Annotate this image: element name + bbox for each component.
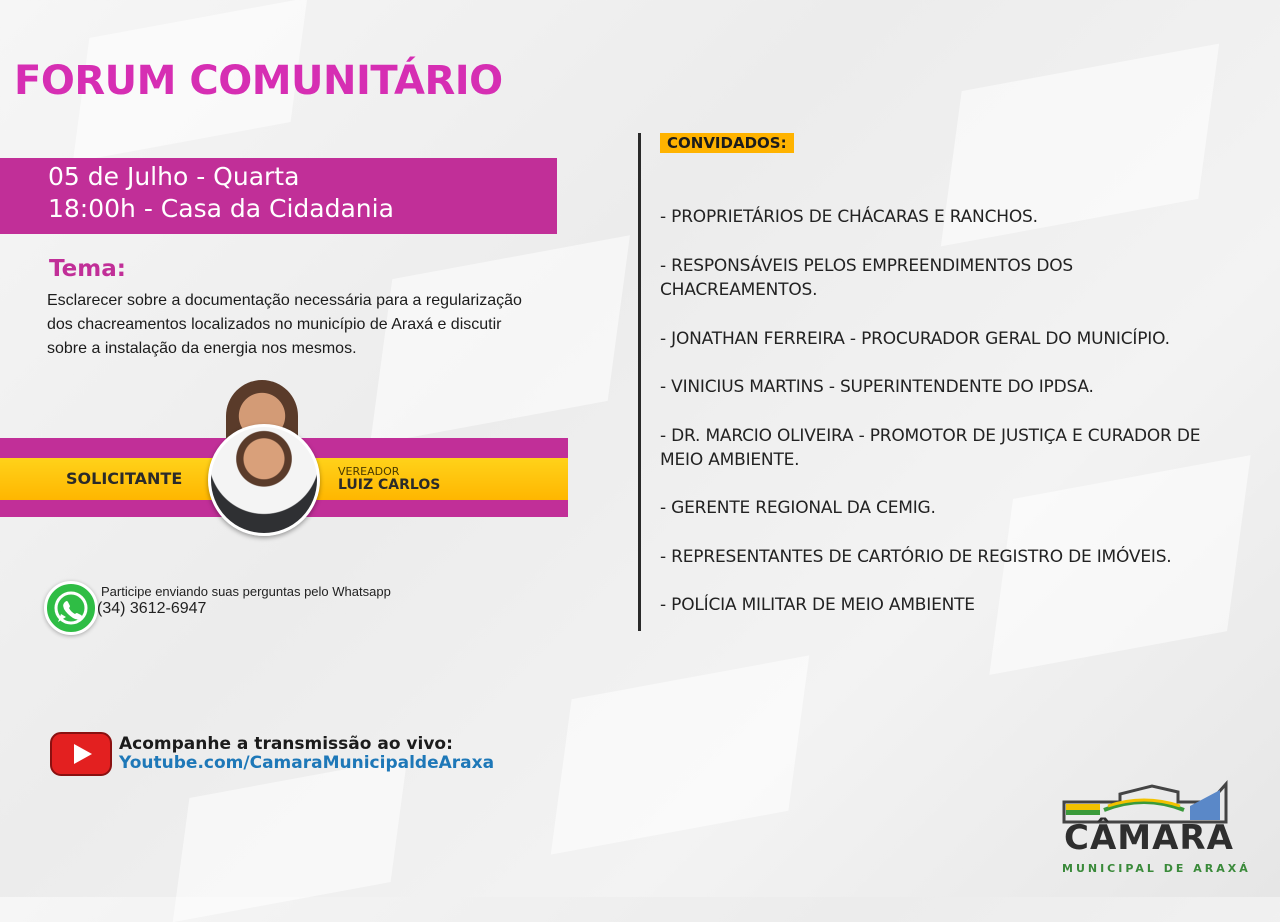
guest-item: - DR. MARCIO OLIVEIRA - PROMOTOR DE JUSTIÇA E CURADOR DE MEIO AMBIENTE. <box>660 426 1201 470</box>
event-time-location: 18:00h - Casa da Cidadania <box>48 194 394 223</box>
logo-name: CÂMARA <box>1064 818 1234 858</box>
tema-line: dos chacreamentos localizados no município de Araxá e discutir <box>47 316 502 333</box>
councilor-role: VEREADOR <box>338 465 400 478</box>
background-shape <box>551 655 810 854</box>
event-date: 05 de Julho - Quarta <box>48 162 300 191</box>
councilor-name: LUIZ CARLOS <box>338 477 441 493</box>
councilor-photo <box>208 424 320 536</box>
convidados-label: CONVIDADOS: <box>660 133 794 153</box>
guest-item: - RESPONSÁVEIS PELOS EMPREENDIMENTOS DOS CHACREAMENTOS. <box>660 256 1074 300</box>
youtube-label: Acompanhe a transmissão ao vivo: <box>119 734 453 754</box>
guest-item: - GERENTE REGIONAL DA CEMIG. <box>660 498 936 518</box>
solicitante-label: SOLICITANTE <box>66 469 183 488</box>
guest-item: - VINICIUS MARTINS - SUPERINTENDENTE DO IPDSA. <box>660 377 1094 397</box>
event-date-band <box>0 158 557 234</box>
guest-item: - POLÍCIA MILITAR DE MEIO AMBIENTE <box>660 595 975 615</box>
youtube-link[interactable]: Youtube.com/CamaraMunicipaldeAraxa <box>119 753 495 773</box>
tema-description <box>47 289 552 361</box>
whatsapp-phone[interactable]: (34) 3612-6947 <box>97 600 207 617</box>
whatsapp-text: Participe enviando suas perguntas pelo Whatsapp <box>101 584 391 599</box>
tema-line: sobre a instalação da energia nos mesmos. <box>47 340 357 357</box>
guest-item: - PROPRIETÁRIOS DE CHÁCARAS E RANCHOS. <box>660 207 1038 227</box>
background-shape <box>173 758 408 922</box>
whatsapp-icon[interactable] <box>44 581 98 635</box>
tema-label: Tema: <box>49 256 126 282</box>
youtube-icon[interactable] <box>50 732 112 776</box>
guest-item: - JONATHAN FERREIRA - PROCURADOR GERAL DO MUNICÍPIO. <box>660 329 1170 349</box>
logo-subtitle: MUNICIPAL DE ARAXÁ <box>1062 862 1251 875</box>
page-title: FORUM COMUNITÁRIO <box>14 58 503 104</box>
guest-item: - REPRESENTANTES DE CARTÓRIO DE REGISTRO DE IMÓVEIS. <box>660 547 1172 567</box>
vertical-divider <box>638 133 641 631</box>
tema-line: Esclarecer sobre a documentação necessária para a regularização <box>47 292 522 309</box>
